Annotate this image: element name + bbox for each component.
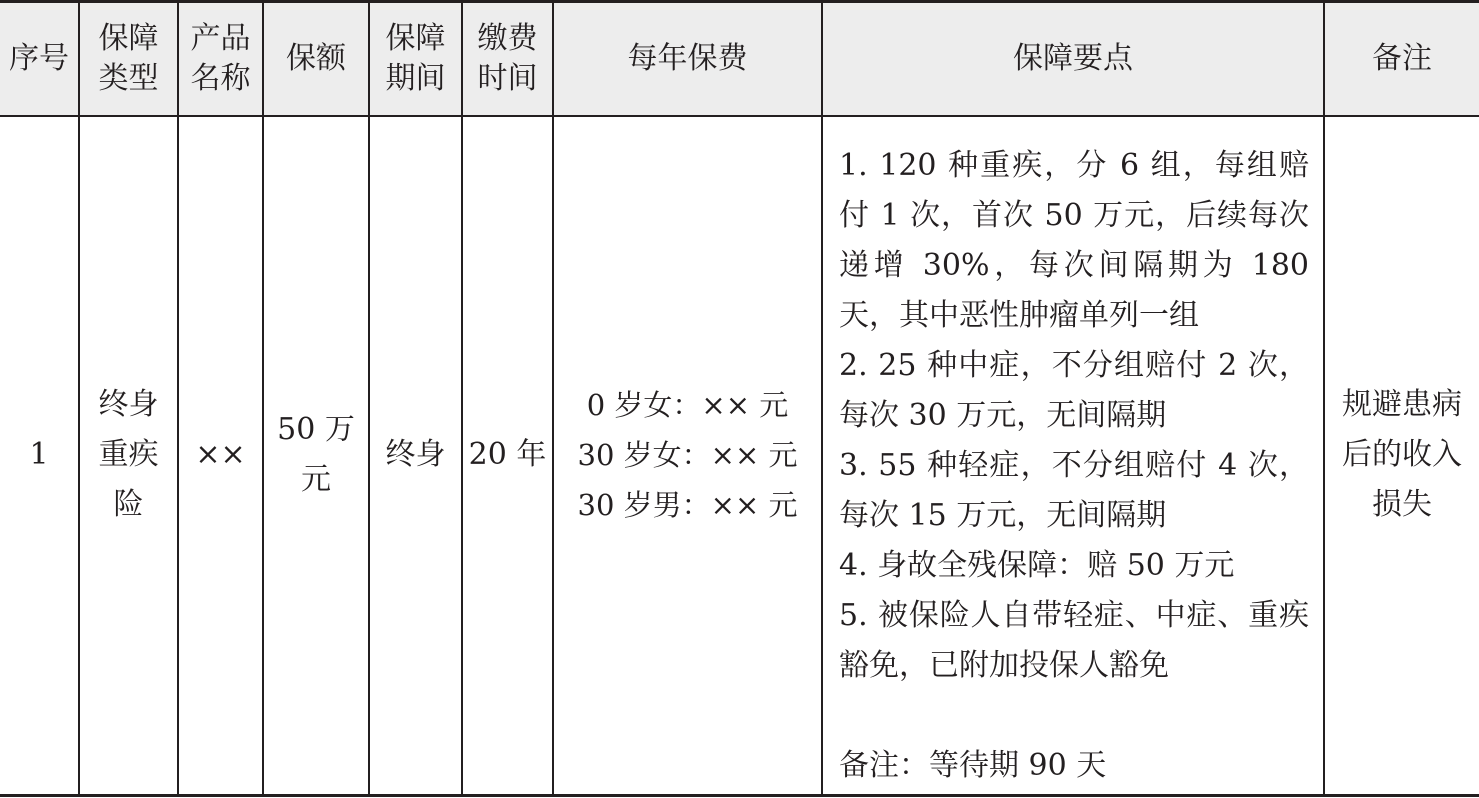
premium-line: 30 岁男：×× 元: [577, 488, 798, 523]
cell-sum-insured: 50 万 元: [263, 116, 369, 796]
header-coverage-points: 保障要点: [822, 2, 1324, 116]
coverage-point-item: 4. 身故全残保障：赔 50 万元: [839, 547, 1235, 583]
header-annual-premium: 每年保费: [553, 2, 822, 116]
cell-remark: 规避患病 后的收入 损失: [1324, 116, 1479, 796]
coverage-points-list: [839, 141, 1309, 691]
premium-line: 30 岁女：×× 元: [577, 438, 798, 473]
table-body: [0, 116, 1479, 796]
premium-line: 0 岁女：×× 元: [586, 388, 789, 423]
cell-payment-term: 20 年: [462, 116, 553, 796]
header-coverage-period: 保障 期间: [369, 2, 462, 116]
cell-product-name: ××: [178, 116, 263, 796]
cell-coverage-points: [822, 116, 1324, 796]
header-sum-insured: 保额: [263, 2, 369, 116]
header-product-name: 产品 名称: [178, 2, 263, 116]
header-index: 序号: [0, 2, 79, 116]
coverage-point-item: 3. 55 种轻症，不分组赔付 4 次，每次 15 万元，无间隔期: [839, 447, 1309, 533]
header-row: [0, 2, 1479, 116]
cell-coverage-type: 终身 重疾 险: [79, 116, 178, 796]
coverage-point-item: 2. 25 种中症，不分组赔付 2 次，每次 30 万元，无间隔期: [839, 347, 1309, 433]
cell-index: 1: [0, 116, 79, 796]
waiting-period-note: 备注：等待期 90 天: [839, 747, 1107, 783]
cell-coverage-period: 终身: [369, 116, 462, 796]
cell-annual-premium: [553, 116, 822, 796]
coverage-point-item: 5. 被保险人自带轻症、中症、重疾豁免，已附加投保人豁免: [839, 597, 1309, 683]
table-row: [0, 116, 1479, 796]
header-coverage-type: 保障 类型: [79, 2, 178, 116]
header-payment-term: 缴费 时间: [462, 2, 553, 116]
table-header: [0, 2, 1479, 116]
header-remark: 备注: [1324, 2, 1479, 116]
coverage-point-item: 1. 120 种重疾，分 6 组，每组赔付 1 次，首次 50 万元，后续每次递增 30%，每次间隔期为 180 天，其中恶性肿瘤单列一组: [839, 147, 1309, 333]
